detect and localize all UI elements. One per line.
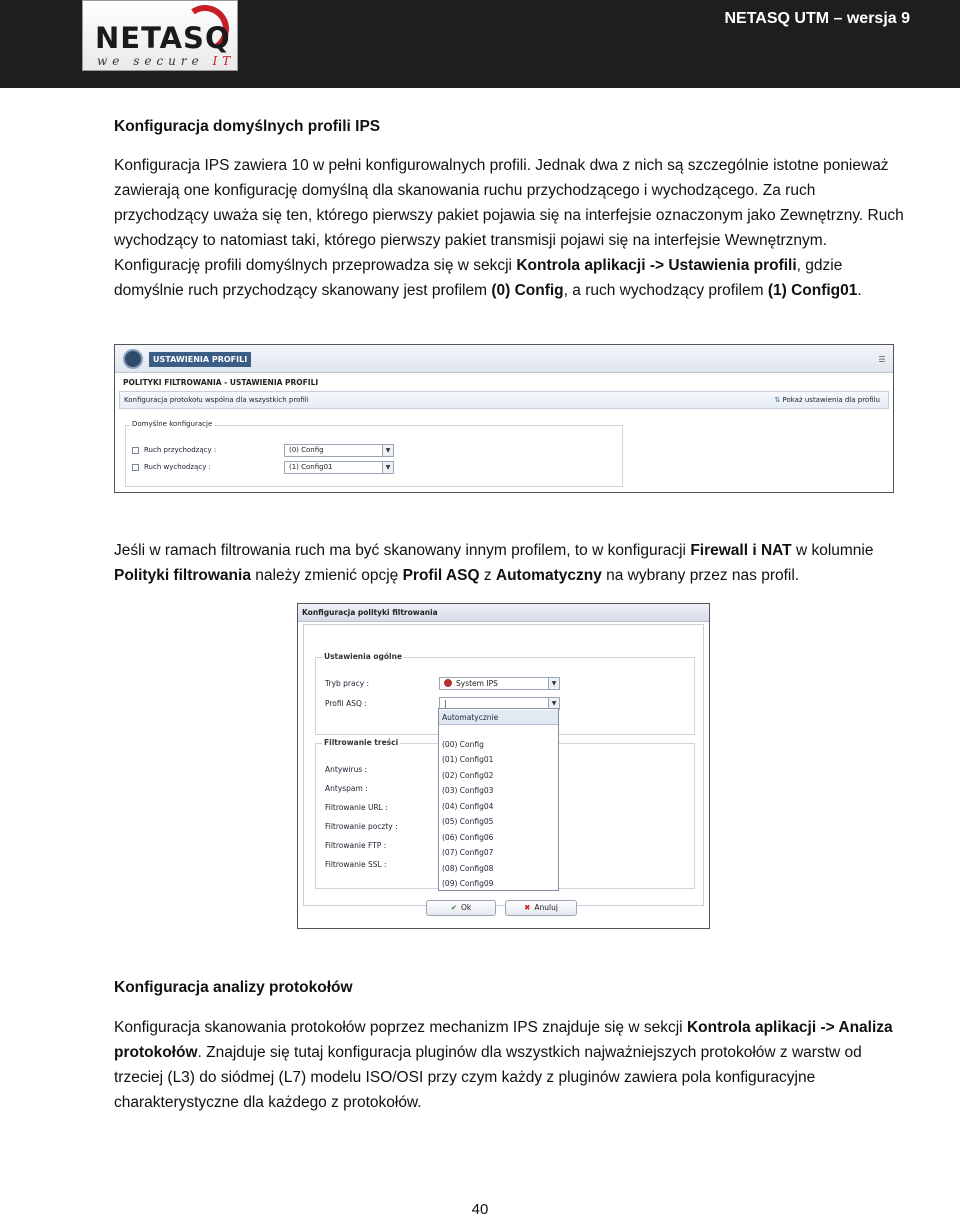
s2-text1: Jeśli w ramach filtrowania ruch ma być skanowany innym profilem, to w konfiguracji — [114, 542, 691, 559]
ok-button[interactable] — [426, 900, 496, 916]
dropdown-option[interactable]: (03) Config03 — [442, 786, 494, 795]
s2-text5: na wybrany przez nas profil. — [601, 567, 800, 584]
work-mode-value: System IPS — [456, 679, 498, 688]
general-settings-legend: Ustawienia ogólne — [324, 652, 403, 661]
show-profile-settings-label: Pokaż ustawienia dla profilu — [782, 396, 880, 404]
p1-text-mid2: , a ruch wychodzący profilem — [563, 282, 768, 299]
dropdown-option[interactable]: (01) Config01 — [442, 755, 494, 764]
section-heading-default-profiles: Konfiguracja domyślnych profili IPS — [114, 118, 381, 135]
section-heading-protocol-analysis: Konfiguracja analizy protokołów — [114, 979, 353, 996]
asq-profile-label: Profil ASQ : — [325, 699, 367, 708]
dropdown-option[interactable]: (06) Config06 — [442, 833, 494, 842]
s3-text1: Konfiguracja skanowania protokołów poprzez mechanizm IPS znajduje się w sekcji — [114, 1019, 687, 1036]
dropdown-option[interactable]: (08) Config08 — [442, 864, 494, 873]
netasq-logo — [82, 0, 238, 71]
ssl-filtering-label: Filtrowanie SSL : — [325, 860, 387, 869]
mail-filtering-label: Filtrowanie poczty : — [325, 822, 398, 831]
chevron-down-icon: ▼ — [382, 445, 393, 456]
dropdown-option[interactable]: (00) Config — [442, 740, 484, 749]
antivirus-label: Antywirus : — [325, 765, 368, 774]
incoming-checkbox-icon — [132, 447, 139, 454]
section3-paragraph — [114, 1015, 904, 1115]
work-mode-select[interactable] — [439, 677, 560, 690]
chevron-down-icon: ▼ — [548, 698, 559, 709]
protocol-common-config-link[interactable]: Konfiguracja protokołu wspólna dla wszystkich profili — [124, 396, 309, 404]
p1-bold-config0: (0) Config — [491, 282, 564, 299]
dropdown-option[interactable]: (05) Config05 — [442, 817, 494, 826]
profile-settings-subtitle: POLITYKI FILTROWANIA - USTAWIENIA PROFILI — [123, 378, 319, 387]
s2-text3: należy zmienić opcję — [250, 567, 403, 584]
cancel-label: Anuluj — [534, 903, 558, 912]
content-filtering-legend: Filtrowanie treści — [324, 738, 399, 747]
s3-bold-menu-path: Kontrola aplikacji -> Analiza protokołów — [114, 1019, 893, 1061]
s2-text2: w kolumnie — [791, 542, 874, 559]
p1-bold-menu-path: Kontrola aplikacji -> Ustawienia profili — [516, 257, 797, 274]
cancel-button[interactable] — [505, 900, 577, 916]
antispam-label: Antyspam : — [325, 784, 368, 793]
logo-tag-accent: IT — [212, 54, 236, 68]
incoming-label-text: Ruch przychodzący : — [144, 446, 217, 454]
checkmark-icon: ✔ — [450, 903, 458, 912]
work-mode-label: Tryb pracy : — [325, 679, 370, 688]
url-filtering-label: Filtrowanie URL : — [325, 803, 388, 812]
ftp-filtering-label: Filtrowanie FTP : — [325, 841, 387, 850]
asq-profile-value: | — [444, 699, 447, 708]
p1-text-end: . — [857, 282, 862, 299]
logo-tag-plain: we secure — [97, 54, 204, 68]
s2-bold-filter-policies: Polityki filtrowania — [114, 567, 251, 584]
incoming-profile-value: (0) Config — [289, 446, 324, 454]
section2-paragraph — [114, 538, 904, 588]
header-title: NETASQ UTM – wersja 9 — [724, 10, 910, 27]
profile-settings-title: USTAWIENIA PROFILI — [149, 352, 251, 367]
chevron-down-icon: ▼ — [548, 678, 559, 689]
s2-bold-asq-profile: Profil ASQ — [402, 567, 480, 584]
dropdown-option-automatic[interactable]: Automatycznie — [442, 713, 499, 722]
profile-settings-titlebar — [115, 345, 893, 373]
default-configs-legend: Domyślne konfiguracje — [132, 420, 213, 428]
outgoing-checkbox-icon — [132, 464, 139, 471]
dropdown-option[interactable]: (02) Config02 — [442, 771, 494, 780]
ips-mode-icon — [444, 679, 452, 687]
ok-label: Ok — [461, 903, 472, 912]
s2-bold-firewall-nat: Firewall i NAT — [690, 542, 792, 559]
s3-text2: . Znajduje się tutaj konfiguracja pluginów dla wszystkich najważniejszych protokołów z warstw od trzeciej (L3) do siódmej (L7) modelu ISO/OSI przy czym każdy z pluginów zawiera pola konfiguracyjne charakterystyczne dla każdego z protokołów. — [114, 1044, 862, 1111]
p1-bold-config01: (1) Config01 — [767, 282, 858, 299]
default-configs-fieldset — [125, 420, 623, 487]
dropdown-option[interactable]: (09) Config09 — [442, 879, 494, 888]
page-header — [0, 0, 960, 88]
chevron-down-icon: ▼ — [382, 462, 393, 473]
shield-logo-icon — [123, 349, 143, 369]
incoming-profile-select[interactable] — [284, 444, 394, 457]
logo-tagline — [97, 54, 235, 68]
s2-bold-automatic: Automatyczny — [495, 567, 602, 584]
outgoing-traffic-label — [132, 463, 211, 471]
page-number: 40 — [471, 1201, 489, 1218]
profile-settings-screenshot — [114, 344, 894, 493]
p1-text: Konfiguracja IPS zawiera 10 w pełni konfigurowalnych profili. Jednak dwa z nich są szczególnie istotne ponieważ zawierają one konfigurację domyślną dla skanowania ruchu przychodzącego i wychodzącego. Za ruch przychodzący uważa się ten, którego pierwszy pakiet pojawia się na interfejsie oznaczonym jako Zewnętrzny. Ruch wychodzący to natomiast taki, którego pierwszy pakiet transmisji pojawi się na interfejsie Wewnętrznym. Konfigurację profili domyślnych przeprowadza się w sekcji — [114, 157, 904, 274]
filter-policy-dialog-titlebar — [298, 604, 709, 622]
dropdown-option[interactable]: (04) Config04 — [442, 802, 494, 811]
filter-policy-dialog-title: Konfiguracja polityki filtrowania — [302, 608, 438, 617]
close-icon: ✖ — [524, 903, 531, 912]
show-profile-settings-link[interactable] — [774, 396, 880, 404]
p1-text-mid1: , gdzie domyślnie ruch przychodzący skanowany jest profilem — [114, 257, 843, 299]
outgoing-profile-select[interactable] — [284, 461, 394, 474]
outgoing-label-text: Ruch wychodzący : — [144, 463, 211, 471]
s2-text4: z — [479, 567, 496, 584]
asq-profile-dropdown-list — [438, 708, 559, 891]
protocol-config-bar — [119, 391, 889, 409]
collapse-icon[interactable]: ☰ — [878, 355, 886, 364]
incoming-traffic-label — [132, 446, 216, 454]
logo-main-text: NETASQ — [95, 21, 231, 55]
swap-arrows-icon: ⇅ — [774, 396, 781, 404]
section1-paragraph — [114, 153, 904, 303]
outgoing-profile-value: (1) Config01 — [289, 463, 333, 471]
dropdown-option[interactable]: (07) Config07 — [442, 848, 494, 857]
